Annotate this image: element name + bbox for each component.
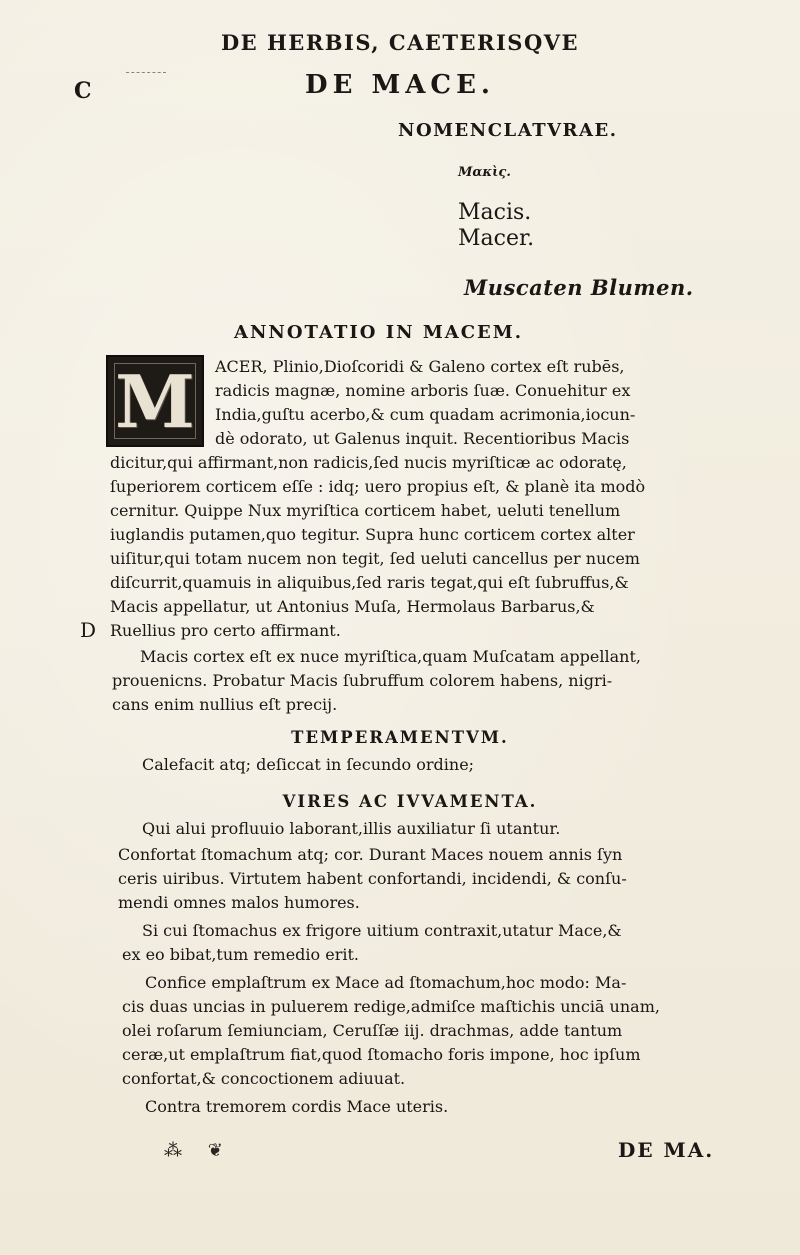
text-line: cans enim nullius eſt precij. xyxy=(112,695,338,714)
margin-letter-side: D xyxy=(80,618,97,642)
latin-names xyxy=(458,200,534,252)
text-line: Si cui ſtomachus ex frigore uitium contraxit,utatur Mace,& xyxy=(142,921,622,940)
text-line: uiſitur,qui totam nucem non tegit, ſed ueluti cancellus per nucem xyxy=(110,549,640,568)
vires-heading: VIRES AC IVVAMENTA. xyxy=(282,792,538,811)
text-line: Macis cortex eſt ex nuce myriſtica,quam Muſcatam appellant, xyxy=(140,647,641,666)
text-line: radicis magnæ, nomine arboris ſuæ. Conuehitur ex xyxy=(215,381,631,400)
nomenclature-heading: NOMENCLATVRAE. xyxy=(398,120,618,141)
text-line: ex eo bibat,tum remedio erit. xyxy=(122,945,359,964)
catchword: DE MA. xyxy=(618,1138,715,1162)
running-head: DE HERBIS, CAETERISQVE xyxy=(220,30,580,55)
text-line: Qui alui profluuio laborant,illis auxiliatur ſi utantur. xyxy=(142,819,561,838)
decorated-initial xyxy=(106,355,204,447)
text-line: ſuperiorem corticem eſſe : idq; uero propius eſt, & planè ita modò xyxy=(110,477,646,496)
printer-ornament-icon: ⁂ ❦ xyxy=(164,1140,233,1161)
text-line: cernitur. Quippe Nux myriſtica corticem habet, ueluti tenellum xyxy=(110,501,621,520)
text-line: Confortat ſtomachum atq; cor. Durant Maces nouem annis ſyn xyxy=(118,845,623,864)
text-line: prouenicns. Probatur Macis ſubruffum colorem habens, nigri- xyxy=(112,671,613,690)
annotation-heading: ANNOTATIO IN MACEM. xyxy=(234,322,523,343)
text-line: Confice emplaſtrum ex Mace ad ſtomachum,hoc modo: Ma- xyxy=(145,973,627,992)
initial-letter: M xyxy=(115,359,195,444)
text-line: Ruellius pro certo affirmant. xyxy=(110,621,341,640)
text-line: confortat,& concoctionem adiuuat. xyxy=(122,1069,406,1088)
text-line: mendi omnes malos humores. xyxy=(118,893,360,912)
page-title: DE MACE. xyxy=(305,70,495,100)
latin-name: Macis. xyxy=(458,200,532,225)
text-line: India,guſtu acerbo,& cum quadam acrimonia,iocun- xyxy=(215,405,636,424)
margin-letter-top: C xyxy=(74,78,92,104)
text-line: Macis appellatur, ut Antonius Muſa, Hermolaus Barbarus,& xyxy=(110,597,595,616)
text-line: dicitur,qui affirmant,non radicis,ſed nucis myriſticæ ac odoratę, xyxy=(110,453,627,472)
text-line: ceræ,ut emplaſtrum fiat,quod ſtomacho foris impone, hoc ipſum xyxy=(122,1045,641,1064)
text-line: diſcurrit,quamuis in aliquibus,ſed raris tegat,qui eſt ſubruffus,& xyxy=(110,573,629,592)
text-line: olei roſarum ſemiunciam, Ceruſſæ iij. drachmas, adde tantum xyxy=(122,1021,623,1040)
text-line: Contra tremorem cordis Mace uteris. xyxy=(145,1097,449,1116)
temperamentum-heading: TEMPERAMENTVM. xyxy=(291,728,509,747)
latin-name: Macer. xyxy=(458,226,535,251)
text-line: cis duas uncias in puluerem redige,admiſce maſtichis unciā unam, xyxy=(122,997,660,1016)
text-line: dè odorato, ut Galenus inquit. Recentioribus Macis xyxy=(215,429,630,448)
text-line: Calefacit atq; deſiccat in ſecundo ordine; xyxy=(142,755,475,774)
text-line: ceris uiribus. Virtutem habent confortandi, incidendi, & conſu- xyxy=(118,869,627,888)
text-line: iuglandis putamen,quo tegitur. Supra hunc corticem cortex alter xyxy=(110,525,635,544)
german-name: Muscaten Blumen. xyxy=(464,275,694,300)
text-line: ACER, Plinio,Dioſcoridi & Galeno cortex eſt rubēs, xyxy=(215,357,625,376)
greek-name: Μακὶς. xyxy=(458,165,511,180)
